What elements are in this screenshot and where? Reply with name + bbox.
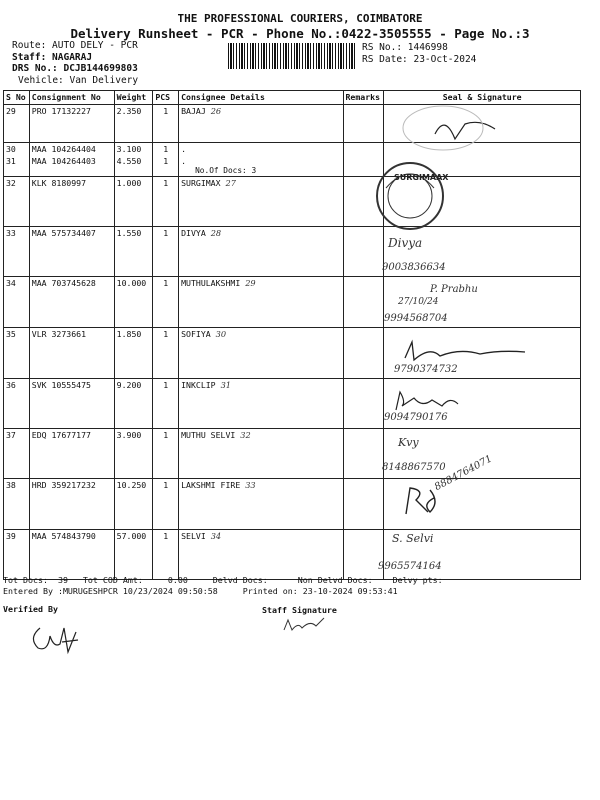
- table-row: [4, 277, 581, 328]
- cell-consignment: PRO 17132227: [29, 105, 114, 143]
- cell-remarks: [343, 479, 384, 530]
- cell-remarks: [343, 530, 384, 580]
- cell-sno: 29: [4, 105, 30, 143]
- cell-remarks: [343, 143, 384, 156]
- consignee-name: BAJAJ: [181, 106, 206, 116]
- cell-weight: 10.000: [114, 277, 153, 328]
- cell-weight: 1.550: [114, 227, 153, 277]
- cell-weight: 4.550: [114, 155, 153, 177]
- table-row: [4, 530, 581, 580]
- cell-consignee: [179, 530, 343, 580]
- consignee-name: SURGIMAX: [181, 178, 221, 188]
- scribble-signature-29: [385, 104, 505, 154]
- col-header-weight: Weight: [114, 91, 153, 105]
- cell-weight: 1.850: [114, 328, 153, 379]
- vehicle-line: Vehicle: Van Delivery: [18, 74, 139, 86]
- cell-pcs: 1: [153, 227, 179, 277]
- cell-consignment: MAA 104264404: [29, 143, 114, 156]
- cell-sno: 35: [4, 328, 30, 379]
- cell-consignee: [179, 328, 343, 379]
- cell-weight: 3.100: [114, 143, 153, 156]
- cell-consignment: EDQ 17677177: [29, 429, 114, 479]
- cell-pcs: 1: [153, 379, 179, 429]
- cell-pcs: 1: [153, 105, 179, 143]
- col-header-pcs: PCS: [153, 91, 179, 105]
- route-line: Route: AUTO DELY - PCR: [12, 40, 138, 51]
- cell-sno: 31: [4, 155, 30, 177]
- cell-sno: 39: [4, 530, 30, 580]
- cell-consignee: [179, 277, 343, 328]
- runsheet-title: Delivery Runsheet - PCR - Phone No.:0422-3505555 - Page No.:3: [70, 26, 530, 41]
- cell-weight: 10.250: [114, 479, 153, 530]
- signature-39: S. Selvi: [392, 532, 434, 545]
- consignee-name: .: [181, 156, 187, 166]
- table-row: [4, 429, 581, 479]
- cell-weight: 9.200: [114, 379, 153, 429]
- handwritten-number: 29: [245, 278, 256, 288]
- staff-signature-label: Staff Signature: [262, 605, 337, 615]
- cell-consignment: MAA 574843790: [29, 530, 114, 580]
- rs-date: RS Date: 23-Oct-2024: [362, 54, 477, 65]
- cell-consignment: HRD 359217232: [29, 479, 114, 530]
- table-header-row: [4, 91, 581, 105]
- cell-consignee: [179, 105, 343, 143]
- cell-consignment: MAA 575734407: [29, 227, 114, 277]
- consignee-name: MUTHU SELVI: [181, 430, 236, 440]
- cell-remarks: [343, 105, 384, 143]
- cell-remarks: [343, 429, 384, 479]
- drs-number: DRS No.: DCJB144699803: [12, 63, 138, 74]
- verified-signature: [26, 618, 86, 658]
- consignee-name: LAKSHMI FIRE: [181, 480, 241, 490]
- phone-35: 9790374732: [394, 364, 458, 375]
- consignee-name: SELVI: [181, 531, 206, 541]
- handwritten-number: 34: [210, 531, 222, 541]
- col-header-consignee: Consignee Details: [179, 91, 343, 105]
- cell-weight: 1.000: [114, 177, 153, 227]
- phone-38: 8884764071: [432, 453, 495, 493]
- staff-line: Staff: NAGARAJ: [12, 51, 93, 63]
- cell-remarks: [343, 328, 384, 379]
- cell-consignee: [179, 177, 343, 227]
- cell-consignee: .: [179, 143, 343, 156]
- cell-pcs: 1: [153, 530, 179, 580]
- table-row: [4, 479, 581, 530]
- consignee-name: MUTHULAKSHMI: [181, 278, 241, 288]
- phone-39: 9965574164: [378, 561, 442, 572]
- cell-sno: 37: [4, 429, 30, 479]
- consignee-name: SOFIYA: [181, 329, 211, 339]
- table-row: [4, 155, 581, 177]
- cell-sno: 33: [4, 227, 30, 277]
- runsheet-meta-left: [12, 40, 138, 86]
- handwritten-number: 26: [210, 106, 222, 116]
- phone-34: 9994568704: [384, 313, 448, 324]
- cell-consignment: VLR 3273661: [29, 328, 114, 379]
- verified-by-label: Verified By: [3, 604, 58, 614]
- cell-pcs: 1: [153, 429, 179, 479]
- cell-pcs: 1: [153, 479, 179, 530]
- consignee-name: INKCLIP: [181, 380, 216, 390]
- cell-sno: 36: [4, 379, 30, 429]
- signature-37: Kvy: [398, 436, 419, 449]
- col-header-seal: Seal & Signature: [384, 91, 581, 105]
- col-header-remarks: Remarks: [343, 91, 384, 105]
- cell-consignee: [179, 379, 343, 429]
- cell-pcs: 1: [153, 177, 179, 227]
- cell-consignee: [179, 479, 343, 530]
- signature-name-34: P. Prabhu: [430, 284, 478, 295]
- table-row: [4, 379, 581, 429]
- cell-consignee: [179, 227, 343, 277]
- cell-consignment: SVK 10555475: [29, 379, 114, 429]
- phone-36: 9094790176: [384, 412, 448, 423]
- company-stamp: [372, 158, 452, 238]
- cell-consignment: KLK 8180997: [29, 177, 114, 227]
- cell-sno: 32: [4, 177, 30, 227]
- cell-consignee: [179, 429, 343, 479]
- cell-consignment: MAA 703745628: [29, 277, 114, 328]
- cell-pcs: 1: [153, 155, 179, 177]
- phone-33: 9003836634: [382, 262, 446, 273]
- cell-weight: 57.000: [114, 530, 153, 580]
- cell-sno: 30: [4, 143, 30, 156]
- handwritten-number: 27: [225, 178, 236, 188]
- cell-consignment: MAA 104264403: [29, 155, 114, 177]
- col-header-consignment: Consignment No: [29, 91, 114, 105]
- stamp-text: SURGIMAAX: [394, 173, 449, 182]
- date-34: 27/10/24: [398, 297, 439, 307]
- company-name: THE PROFESSIONAL COURIERS, COIMBATORE: [177, 12, 423, 25]
- cell-sno: 34: [4, 277, 30, 328]
- handwritten-number: 28: [210, 228, 222, 238]
- cell-pcs: 1: [153, 277, 179, 328]
- cell-remarks: [343, 277, 384, 328]
- staff-signature-scribble: [280, 612, 340, 636]
- handwritten-number: 32: [240, 430, 251, 440]
- cell-pcs: 1: [153, 328, 179, 379]
- totals-line: Tot Docs: 39 Tot COD Amt: 0.00 Delvd Docs: Non Delvd Docs: Delvy pts:: [3, 575, 443, 585]
- handwritten-number: 33: [245, 480, 256, 490]
- runsheet-meta-right: [362, 42, 476, 66]
- runsheet-table: [3, 90, 581, 580]
- cell-pcs: 1: [153, 143, 179, 156]
- handwritten-number: 31: [220, 380, 231, 390]
- entered-by-line: Entered By :MURUGESHPCR 10/23/2024 09:50:58 Printed on: 23-10-2024 09:53:41: [3, 586, 398, 596]
- table-row: [4, 227, 581, 277]
- docs-count: No.Of Docs: 3: [195, 166, 257, 175]
- signature-33: Divya: [388, 236, 423, 250]
- cell-remarks: [343, 379, 384, 429]
- rs-number: RS No.: 1446998: [362, 42, 448, 53]
- barcode: [228, 43, 356, 69]
- table-row: [4, 177, 581, 227]
- cell-sno: 38: [4, 479, 30, 530]
- cell-weight: 3.900: [114, 429, 153, 479]
- handwritten-number: 30: [215, 329, 227, 339]
- cell-weight: 2.350: [114, 105, 153, 143]
- col-header-sno: S No: [4, 91, 30, 105]
- consignee-name: DIVYA: [181, 228, 206, 238]
- cell-consignee: [179, 155, 343, 177]
- phone-37: 8148867570: [382, 462, 446, 473]
